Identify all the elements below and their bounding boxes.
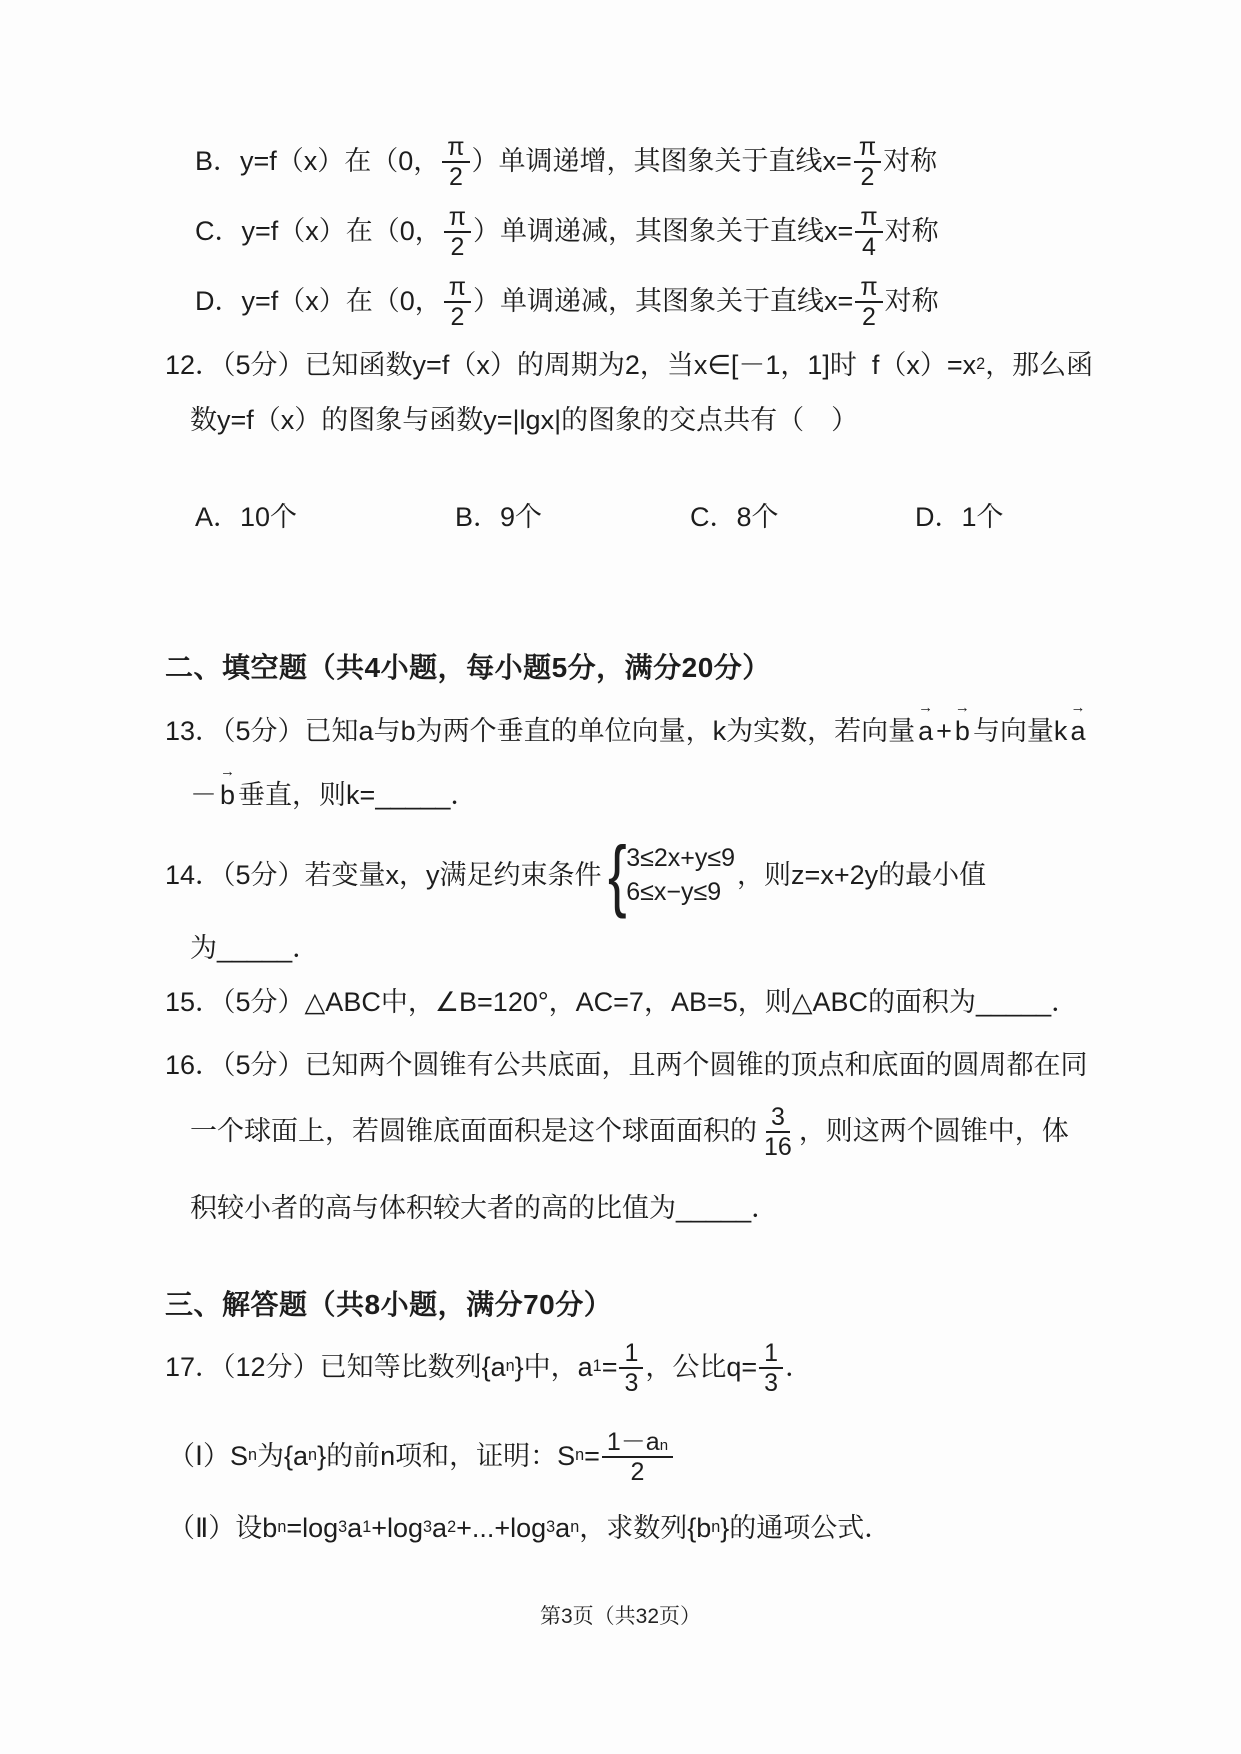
q11-option-d xyxy=(195,262,939,340)
numerator: 1 xyxy=(619,1339,643,1369)
q12-line-1 xyxy=(165,345,1093,385)
q14-line-2 xyxy=(190,928,319,968)
subscript-n: n xyxy=(575,1446,585,1465)
q14-line-1 xyxy=(165,825,986,925)
denominator: 2 xyxy=(862,303,876,331)
subscript-1: 1 xyxy=(592,1357,602,1376)
denominator: 2 xyxy=(630,1458,645,1486)
q17-part-2 xyxy=(168,1508,891,1548)
q12-options-row xyxy=(0,498,1241,536)
question-text: 14．（5分）若变量x，y满足约束条件 xyxy=(165,859,602,890)
denominator: 3 xyxy=(764,1369,779,1397)
denominator: 4 xyxy=(862,233,876,261)
q13-line-1 xyxy=(165,708,1088,754)
question-text: }的通项公式． xyxy=(720,1512,892,1543)
question-text: =log xyxy=(286,1512,339,1543)
minus-sign: － xyxy=(190,779,217,810)
q12-line-2 xyxy=(190,400,858,440)
question-text: 15．（5分）△ABC中，∠B=120°，AC=7，AB=5，则△ABC的面积为 xyxy=(165,986,977,1017)
fraction-3-over-16 xyxy=(759,1103,797,1161)
question-text: }的前n项和，证明：S xyxy=(317,1440,576,1471)
numerator: π xyxy=(854,133,881,163)
brace: { xyxy=(607,830,627,919)
denominator: 2 xyxy=(860,163,875,191)
question-text: 数y=f（x）的图象与函数y=|lgx|的图象的交点共有（ ） xyxy=(190,404,859,435)
option-text: B．y=f（x）在（0， xyxy=(195,145,441,176)
fraction-pi-over-2 xyxy=(854,133,881,191)
constraint-2: 6≤x−y≤9 xyxy=(626,877,722,906)
equals-sign: = xyxy=(584,1440,600,1471)
fraction-pi-over-4 xyxy=(855,203,882,261)
question-text: 为{a xyxy=(257,1440,309,1471)
constraints xyxy=(626,845,735,905)
subscript-n: n xyxy=(711,1518,721,1537)
subscript-n: n xyxy=(659,1437,669,1454)
subscript-2: 2 xyxy=(447,1518,457,1537)
question-text: 垂直，则k= xyxy=(238,779,376,810)
fraction-1-minus-an-over-2 xyxy=(602,1428,673,1486)
question-text: 17．（12分）已知等比数列{a xyxy=(165,1351,506,1382)
numerator: π xyxy=(855,273,882,303)
question-text: +...+log xyxy=(456,1512,547,1543)
question-text: 16．（5分）已知两个圆锥有公共底面，且两个圆锥的顶点和底面的圆周都在同 xyxy=(165,1049,1088,1080)
section-3-header xyxy=(165,1285,612,1325)
inequality-system xyxy=(604,830,736,919)
period: ． xyxy=(1051,986,1079,1017)
question-text: 为 xyxy=(190,932,217,963)
q11-option-c xyxy=(195,192,939,270)
question-text: ，则这两个圆锥中，体 xyxy=(798,1115,1069,1146)
q16-line-3 xyxy=(190,1188,778,1228)
question-text: a xyxy=(555,1512,571,1543)
numerator: π xyxy=(442,133,469,163)
vector-a: → a xyxy=(1070,713,1085,749)
plus-sign: + xyxy=(936,715,952,746)
numerator: π xyxy=(444,203,471,233)
question-text: 13．（5分）已知a与b为两个垂直的单位向量，k为实数，若向量 xyxy=(165,715,916,746)
section-title: 二、填空题（共4小题，每小题5分，满分20分） xyxy=(165,652,771,684)
option-text: 对称 xyxy=(883,145,938,176)
question-text: ，则z=x+2y的最小值 xyxy=(737,859,987,890)
subscript-n: n xyxy=(277,1518,287,1537)
period: ． xyxy=(751,1192,779,1223)
page-footer xyxy=(0,1600,1241,1630)
subscript-1: 1 xyxy=(362,1518,372,1537)
q12-option-d: D．1个 xyxy=(915,501,1004,532)
question-text: 一个球面上，若圆锥底面面积是这个球面面积的 xyxy=(190,1115,757,1146)
answer-blank: _____ xyxy=(676,1192,752,1223)
numerator-text: 1－a xyxy=(606,1428,660,1456)
answer-blank: _____ xyxy=(375,779,451,810)
option-text: 对称 xyxy=(884,285,939,316)
option-text: ）单调递减，其图象关于直线x= xyxy=(473,215,854,246)
section-title: 三、解答题（共8小题，满分70分） xyxy=(165,1289,613,1321)
q17-part-1 xyxy=(168,1418,675,1494)
q17-line-1 xyxy=(165,1332,812,1402)
question-text: ，那么函 xyxy=(985,349,1094,380)
subscript-n: n xyxy=(505,1357,515,1376)
fraction-pi-over-2 xyxy=(444,203,471,261)
question-text: 积较小者的高与体积较大者的高的比值为 xyxy=(190,1192,676,1223)
superscript: 2 xyxy=(976,355,986,374)
denominator: 2 xyxy=(450,233,465,261)
numerator: π xyxy=(855,203,882,233)
option-text: ）单调递增，其图象关于直线x= xyxy=(471,145,852,176)
period: ． xyxy=(450,779,478,810)
period: ． xyxy=(292,932,320,963)
question-text: ，求数列{b xyxy=(579,1512,712,1543)
fraction-pi-over-2 xyxy=(442,133,469,191)
subscript-3: 3 xyxy=(423,1518,433,1537)
q16-line-2 xyxy=(190,1095,1069,1167)
vector-b: → b xyxy=(955,713,970,749)
subscript-3: 3 xyxy=(338,1518,348,1537)
option-text: C．y=f（x）在（0， xyxy=(195,215,442,246)
question-text: a xyxy=(432,1512,448,1543)
answer-blank: _____ xyxy=(217,932,293,963)
fraction-pi-over-2 xyxy=(444,273,471,331)
question-text: 12．（5分）已知函数y=f（x）的周期为2，当x∈[－1，1]时 f（x）=x xyxy=(165,349,977,380)
section-2-header xyxy=(165,648,771,688)
numerator: 1 xyxy=(759,1339,783,1369)
option-text: ）单调递减，其图象关于直线x= xyxy=(473,285,854,316)
subscript-n: n xyxy=(308,1446,318,1465)
denominator: 3 xyxy=(624,1369,639,1397)
numerator: 3 xyxy=(766,1103,790,1133)
fraction-pi-over-2 xyxy=(855,273,882,331)
equals-sign: = xyxy=(601,1351,618,1382)
q15-line-1 xyxy=(165,982,1078,1022)
question-text: }中，a xyxy=(514,1351,593,1382)
question-text: （Ⅰ）S xyxy=(168,1440,248,1471)
vector-b: → b xyxy=(220,777,235,813)
denominator: 16 xyxy=(764,1133,792,1161)
denominator: 2 xyxy=(450,303,465,331)
numerator xyxy=(602,1428,673,1458)
fraction-1-over-3 xyxy=(619,1339,643,1397)
page-number: 第3页（共32页） xyxy=(539,1605,702,1628)
option-text: 对称 xyxy=(884,215,939,246)
q13-line-2 xyxy=(190,772,477,818)
subscript-n: n xyxy=(570,1518,580,1537)
question-text: （Ⅱ）设b xyxy=(168,1512,278,1543)
question-text: ，公比q= xyxy=(645,1351,758,1382)
denominator: 2 xyxy=(448,163,463,191)
constraint-1: 3≤2x+y≤9 xyxy=(626,844,736,873)
option-text: D．y=f（x）在（0， xyxy=(195,285,442,316)
q11-option-b xyxy=(195,122,937,200)
numerator: π xyxy=(444,273,471,303)
answer-blank: _____ xyxy=(976,986,1052,1017)
q12-option-c: C．8个 xyxy=(690,501,779,532)
question-text: +log xyxy=(371,1512,424,1543)
q16-line-1 xyxy=(165,1045,1088,1085)
fraction-1-over-3 xyxy=(759,1339,783,1397)
subscript-n: n xyxy=(247,1446,257,1465)
subscript-3: 3 xyxy=(546,1518,556,1537)
question-text: a xyxy=(347,1512,363,1543)
vector-a: → a xyxy=(918,713,933,749)
period: ． xyxy=(785,1351,813,1382)
q12-option-a: A．10个 xyxy=(195,501,298,532)
question-text: 与向量k xyxy=(972,715,1068,746)
q12-option-b: B．9个 xyxy=(455,501,543,532)
